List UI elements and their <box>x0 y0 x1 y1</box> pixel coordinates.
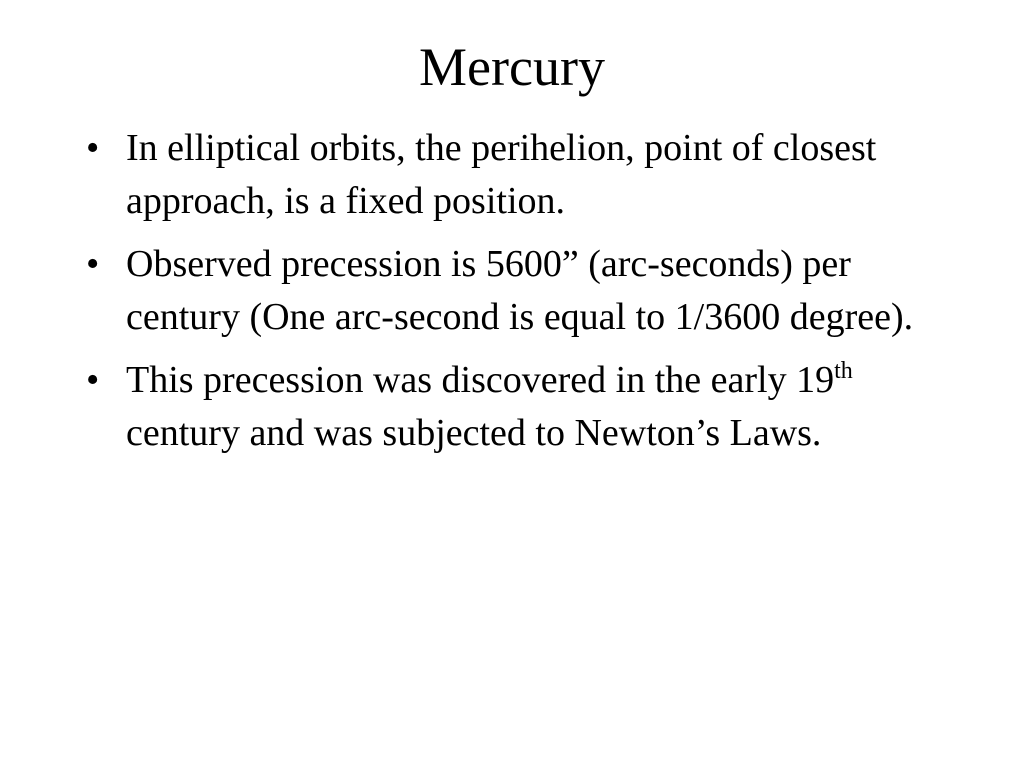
bullet-text: In elliptical orbits, the perihelion, point of closest approach, is a fixed position. <box>126 127 877 222</box>
bullet-item-observed-precession <box>86 238 946 344</box>
bullet-text-start: This precession was discovered in the early 19 <box>126 359 835 401</box>
bullet-text-end: century and was subjected to Newton’s Laws. <box>126 412 822 454</box>
bullet-list <box>86 122 946 470</box>
ordinal-superscript: th <box>834 358 853 384</box>
bullet-item-precession-discovery <box>86 354 946 460</box>
bullet-item-fixed-perihelion <box>86 122 946 228</box>
bullet-text: Observed precession is 5600” (arc-seconds) per century (One arc-second is equal to 1/3600 degree). <box>126 243 914 338</box>
slide-title: Mercury <box>419 37 605 97</box>
bullet-marker: • <box>86 127 100 169</box>
bullet-marker: • <box>86 243 100 285</box>
bullet-marker: • <box>86 359 100 401</box>
